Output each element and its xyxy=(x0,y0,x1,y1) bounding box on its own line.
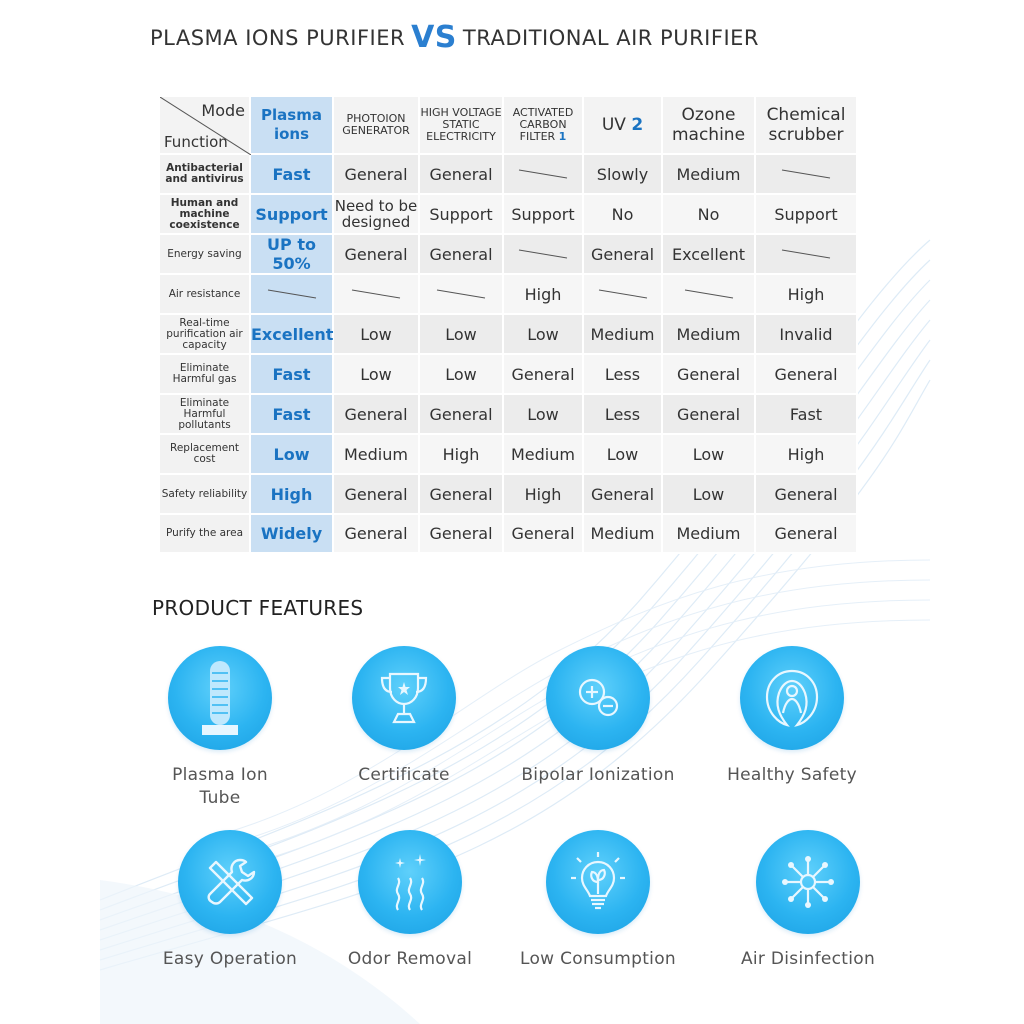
row-function-label: Human and machine coexistence xyxy=(159,194,250,234)
table-row xyxy=(159,194,857,234)
feature-label: Easy Operation xyxy=(162,949,298,969)
table-cell: General xyxy=(755,474,857,514)
table-cell: Support xyxy=(755,194,857,234)
table-cell: Fast xyxy=(250,354,333,394)
table-row xyxy=(159,314,857,354)
table-cell: Fast xyxy=(755,394,857,434)
col-uv: UV 2 xyxy=(583,96,662,154)
col-activated-carbon: ACTIVATED CARBON FILTER 1 xyxy=(503,96,583,154)
table-cell: Low xyxy=(333,314,419,354)
table-cell: Fast xyxy=(250,394,333,434)
dash-line xyxy=(515,247,571,261)
not-applicable-dash xyxy=(333,274,419,314)
feature-label: Plasma Ion xyxy=(172,765,268,785)
carbon-note: 1 xyxy=(558,130,567,143)
table-cell: Support xyxy=(250,194,333,234)
table-cell: Less xyxy=(583,354,662,394)
col-ozone-machine: Ozone machine xyxy=(662,96,755,154)
table-row xyxy=(159,234,857,274)
feature-healthy-safety xyxy=(692,646,892,787)
title-vs: VS xyxy=(411,20,457,55)
table-cell: Low xyxy=(419,314,503,354)
feature-label: Bipolar Ionization xyxy=(521,765,675,785)
table-row xyxy=(159,274,857,314)
table-cell: General xyxy=(333,514,419,553)
table-cell: General xyxy=(583,234,662,274)
feature-plasma-ion-tube xyxy=(120,646,320,810)
dash-line xyxy=(595,287,651,301)
table-cell: Slowly xyxy=(583,154,662,194)
not-applicable-dash xyxy=(755,154,857,194)
feature-certificate xyxy=(304,646,504,787)
not-applicable-dash xyxy=(755,234,857,274)
plasma-tube-icon xyxy=(168,646,272,750)
dash-line xyxy=(681,287,737,301)
features-title: PRODUCT FEATURES xyxy=(152,596,364,620)
feature-bipolar-ionization xyxy=(498,646,698,787)
row-function-label: Eliminate Harmful pollutants xyxy=(159,394,250,434)
row-function-label: Eliminate Harmful gas xyxy=(159,354,250,394)
feature-air-disinfection xyxy=(708,830,908,971)
table-cell: High xyxy=(755,434,857,474)
not-applicable-dash xyxy=(583,274,662,314)
table-cell: Low xyxy=(583,434,662,474)
table-cell: General xyxy=(419,394,503,434)
col-plasma-ions: Plasma ions xyxy=(250,96,333,154)
row-function-label: Real-time purification air capacity xyxy=(159,314,250,354)
not-applicable-dash xyxy=(503,234,583,274)
feature-label-line2: Tube xyxy=(199,788,241,808)
feature-label: Low Consumption xyxy=(520,949,676,969)
table-cell: General xyxy=(419,154,503,194)
table-row xyxy=(159,354,857,394)
table-cell: General xyxy=(662,394,755,434)
col-chemical-scrubber: Chemical scrubber xyxy=(755,96,857,154)
not-applicable-dash xyxy=(419,274,503,314)
row-function-label: Replacement cost xyxy=(159,434,250,474)
table-cell: High xyxy=(419,434,503,474)
table-cell: General xyxy=(419,474,503,514)
table-cell: General xyxy=(503,354,583,394)
title-left: PLASMA IONS PURIFIER xyxy=(150,26,406,50)
dash-line xyxy=(778,167,834,181)
feature-label: Certificate xyxy=(358,765,450,785)
table-cell: High xyxy=(250,474,333,514)
header-row xyxy=(159,96,857,154)
dash-line xyxy=(515,167,571,181)
table-cell: Low xyxy=(419,354,503,394)
table-cell: Medium xyxy=(583,314,662,354)
table-cell: Less xyxy=(583,394,662,434)
feature-label: Odor Removal xyxy=(347,949,473,969)
row-function-label: Energy saving xyxy=(159,234,250,274)
table-row xyxy=(159,514,857,553)
table-cell: Medium xyxy=(662,514,755,553)
feature-label: Air Disinfection xyxy=(740,949,876,969)
dash-line xyxy=(433,287,489,301)
corner-mode-label: Mode xyxy=(201,101,245,120)
plus-minus-ion-icon xyxy=(546,646,650,750)
dash-line xyxy=(778,247,834,261)
row-function-label: Purify the area xyxy=(159,514,250,553)
table-cell: General xyxy=(333,474,419,514)
table-cell: General xyxy=(419,234,503,274)
trophy-icon xyxy=(352,646,456,750)
table-cell: General xyxy=(755,514,857,553)
table-cell: Medium xyxy=(662,314,755,354)
table-cell: Medium xyxy=(333,434,419,474)
table-cell: Support xyxy=(503,194,583,234)
title-right: TRADITIONAL AIR PURIFIER xyxy=(462,26,759,50)
corner-function-label: Function xyxy=(164,133,228,151)
table-cell: General xyxy=(419,514,503,553)
table-cell: Low xyxy=(503,394,583,434)
dash-line xyxy=(264,287,320,301)
table-cell: Low xyxy=(333,354,419,394)
table-cell: High xyxy=(503,274,583,314)
table-cell: General xyxy=(755,354,857,394)
table-cell: Invalid xyxy=(755,314,857,354)
table-cell: High xyxy=(503,474,583,514)
table-cell: General xyxy=(333,394,419,434)
not-applicable-dash xyxy=(503,154,583,194)
row-function-label: Safety reliability xyxy=(159,474,250,514)
col-high-voltage: HIGH VOLTAGE STATIC ELECTRICITY xyxy=(419,96,503,154)
dash-line xyxy=(348,287,404,301)
feature-odor-removal xyxy=(310,830,510,971)
not-applicable-dash xyxy=(250,274,333,314)
tools-icon xyxy=(178,830,282,934)
table-cell: No xyxy=(662,194,755,234)
not-applicable-dash xyxy=(662,274,755,314)
table-cell: General xyxy=(662,354,755,394)
table-cell: UP to 50% xyxy=(250,234,333,274)
row-function-label: Antibacterial and antivirus xyxy=(159,154,250,194)
table-cell: Need to be designed xyxy=(333,194,419,234)
odor-waves-icon xyxy=(358,830,462,934)
col-photoion-generator: PHOTOION GENERATOR xyxy=(333,96,419,154)
page-title xyxy=(150,20,850,55)
table-cell: Medium xyxy=(662,154,755,194)
table-cell: Widely xyxy=(250,514,333,553)
table-row xyxy=(159,154,857,194)
table-row xyxy=(159,434,857,474)
table-cell: General xyxy=(503,514,583,553)
table-cell: Medium xyxy=(503,434,583,474)
shield-person-icon xyxy=(740,646,844,750)
uv-note: 2 xyxy=(631,115,644,135)
table-cell: Excellent xyxy=(662,234,755,274)
row-function-label: Air resistance xyxy=(159,274,250,314)
table-cell: Excellent xyxy=(250,314,333,354)
table-cell: High xyxy=(755,274,857,314)
table-row xyxy=(159,474,857,514)
table-cell: General xyxy=(333,154,419,194)
virus-icon xyxy=(756,830,860,934)
corner-header xyxy=(159,96,250,154)
table-cell: General xyxy=(333,234,419,274)
eco-bulb-icon xyxy=(546,830,650,934)
feature-easy-operation xyxy=(130,830,330,971)
table-cell: Fast xyxy=(250,154,333,194)
table-cell: Low xyxy=(250,434,333,474)
comparison-table xyxy=(158,95,858,554)
feature-label: Healthy Safety xyxy=(727,765,857,785)
table-cell: General xyxy=(583,474,662,514)
feature-low-consumption xyxy=(498,830,698,971)
table-row xyxy=(159,394,857,434)
table-cell: Low xyxy=(662,474,755,514)
table-cell: Medium xyxy=(583,514,662,553)
table-cell: Low xyxy=(662,434,755,474)
table-cell: No xyxy=(583,194,662,234)
table-cell: Support xyxy=(419,194,503,234)
table-cell: Low xyxy=(503,314,583,354)
